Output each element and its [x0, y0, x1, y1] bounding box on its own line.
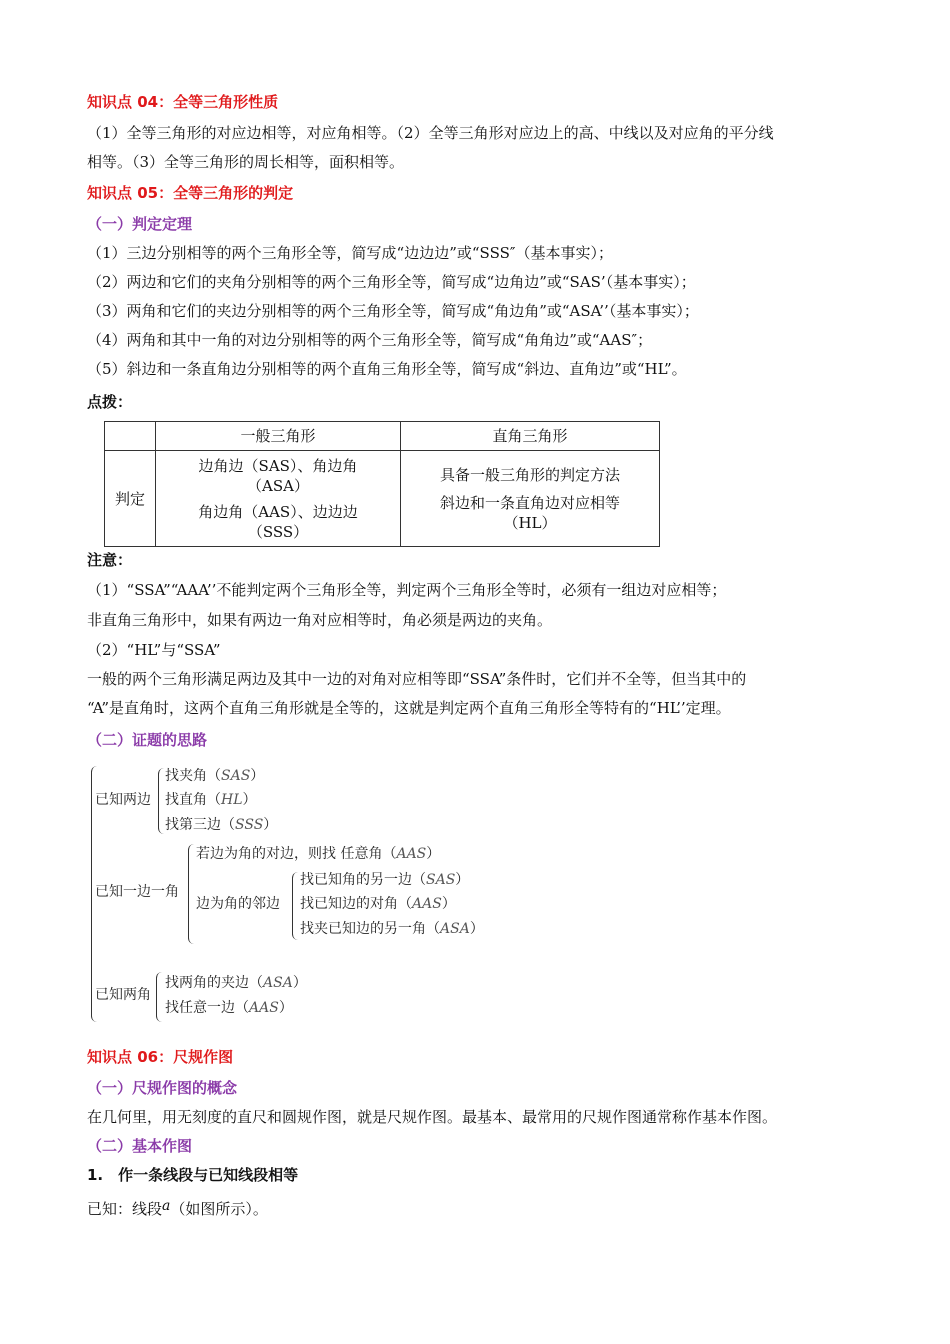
tree-os2b: 找已知边的对角（AAS） [300, 896, 456, 912]
tree-two-angles: 已知两角 [95, 987, 151, 1003]
note-2-title: （2）“HL”与“SSA” [87, 641, 221, 659]
tree-ta2: 找任意一边（AAS） [165, 1000, 293, 1016]
tree-ta1: 找两角的夹边（ASA） [165, 975, 307, 991]
note-2a: 一般的两个三角形满足两边及其中一边的对角对应相等即“SSA”条件时，它们并不全等，但当其中的 [87, 670, 747, 688]
note-1a: （1）“SSA”“AAA’’不能判定两个三角形全等，判定两个三角形全等时，必须有一组边对应相等； [87, 581, 727, 599]
tree-ts1: 找夹角（SAS） [165, 768, 265, 784]
kp04-title: 知识点 04：全等三角形性质 [87, 93, 279, 111]
table-row-label: 判定 [105, 451, 156, 547]
tree-os2c: 找夹已知边的另一角（ASA） [300, 921, 484, 937]
rule-3: （3）两角和它们的夹边分别相等的两个三角形全等，简写成“角边角”或“ASA’’（基本事实）； [87, 302, 699, 320]
kp06-item1: 1. 作一条线段与已知线段相等 [87, 1166, 299, 1184]
brace-two-sides [158, 768, 165, 834]
note-label: 注意： [87, 551, 133, 569]
note-2b: “A”是直角时，这两个直角三角形就是全等的，这就是判定两个直角三角形全等特有的“HL’’定理。 [87, 699, 731, 717]
table-cell-right [401, 451, 660, 547]
rule-5: （5）斜边和一条直角边分别相等的两个直角三角形全等，简写成“斜边、直角边”或“HL”。 [87, 360, 687, 378]
right-2b: （HL） [503, 513, 557, 532]
tree-ts3: 找第三边（SSS） [165, 817, 278, 833]
tips-label: 点拨： [87, 393, 133, 411]
tree-os1: 若边为角的对边，则找 任意角（AAS） [196, 846, 441, 862]
judgement-table [104, 421, 660, 547]
kp05-title: 知识点 05：全等三角形的判定 [87, 184, 294, 202]
rule-4: （4）两角和其中一角的对边分别相等的两个三角形全等，简写成“角角边”或“AAS″； [87, 331, 653, 349]
brace-two-angles [156, 972, 163, 1022]
table-corner [105, 422, 156, 451]
kp05-sub2: （二）证题的思路 [87, 731, 208, 749]
tree-two-sides: 已知两边 [95, 792, 151, 808]
kp05-sub1: （一）判定定理 [87, 215, 193, 233]
brace-adjacent [292, 872, 299, 940]
brace-one-side [188, 844, 195, 944]
rule-1: （1）三边分别相等的两个三角形全等，简写成“边边边”或“SSS″（基本事实）； [87, 244, 613, 262]
kp06-sub1: （一）尺规作图的概念 [87, 1079, 238, 1097]
table-header-right: 直角三角形 [401, 422, 660, 451]
tree-one-side: 已知一边一角 [95, 884, 179, 900]
kp06-sub2: （二）基本作图 [87, 1137, 193, 1155]
general-1b: （ASA） [247, 476, 309, 495]
general-2b: （SSS） [247, 522, 309, 541]
kp06-given: 已知：线段a（如图所示）。 [87, 1198, 268, 1218]
tree-os2a: 找已知角的另一边（SAS） [300, 872, 470, 888]
general-1a: 边角边（SAS）、角边角 [198, 456, 358, 475]
segment-variable: a [162, 1198, 171, 1214]
kp06-title: 知识点 06：尺规作图 [87, 1048, 234, 1066]
kp06-concept: 在几何里，用无刻度的直尺和圆规作图，就是尺规作图。最基本、最常用的尺规作图通常称作基本作图。 [87, 1108, 778, 1126]
kp04-line1: （1）全等三角形的对应边相等，对应角相等。（2）全等三角形对应边上的高、中线以及对应角的平分线 [87, 124, 774, 142]
kp04-line2: 相等。（3）全等三角形的周长相等，面积相等。 [87, 153, 405, 171]
table-header-general: 一般三角形 [156, 422, 401, 451]
table-cell-general [156, 451, 401, 547]
right-1: 具备一般三角形的判定方法 [439, 465, 620, 484]
tree-os2: 边为角的邻边 [196, 896, 280, 912]
rule-2: （2）两边和它们的夹角分别相等的两个三角形全等，简写成“边角边”或“SAS’（基本事实）； [87, 273, 696, 291]
tree-ts2: 找直角（HL） [165, 792, 257, 808]
general-2a: 角边角（AAS）、边边边 [198, 502, 358, 521]
right-2a: 斜边和一条直角边对应相等 [439, 493, 620, 512]
note-1b: 非直角三角形中，如果有两边一角对应相等时，角必须是两边的夹角。 [87, 611, 553, 629]
